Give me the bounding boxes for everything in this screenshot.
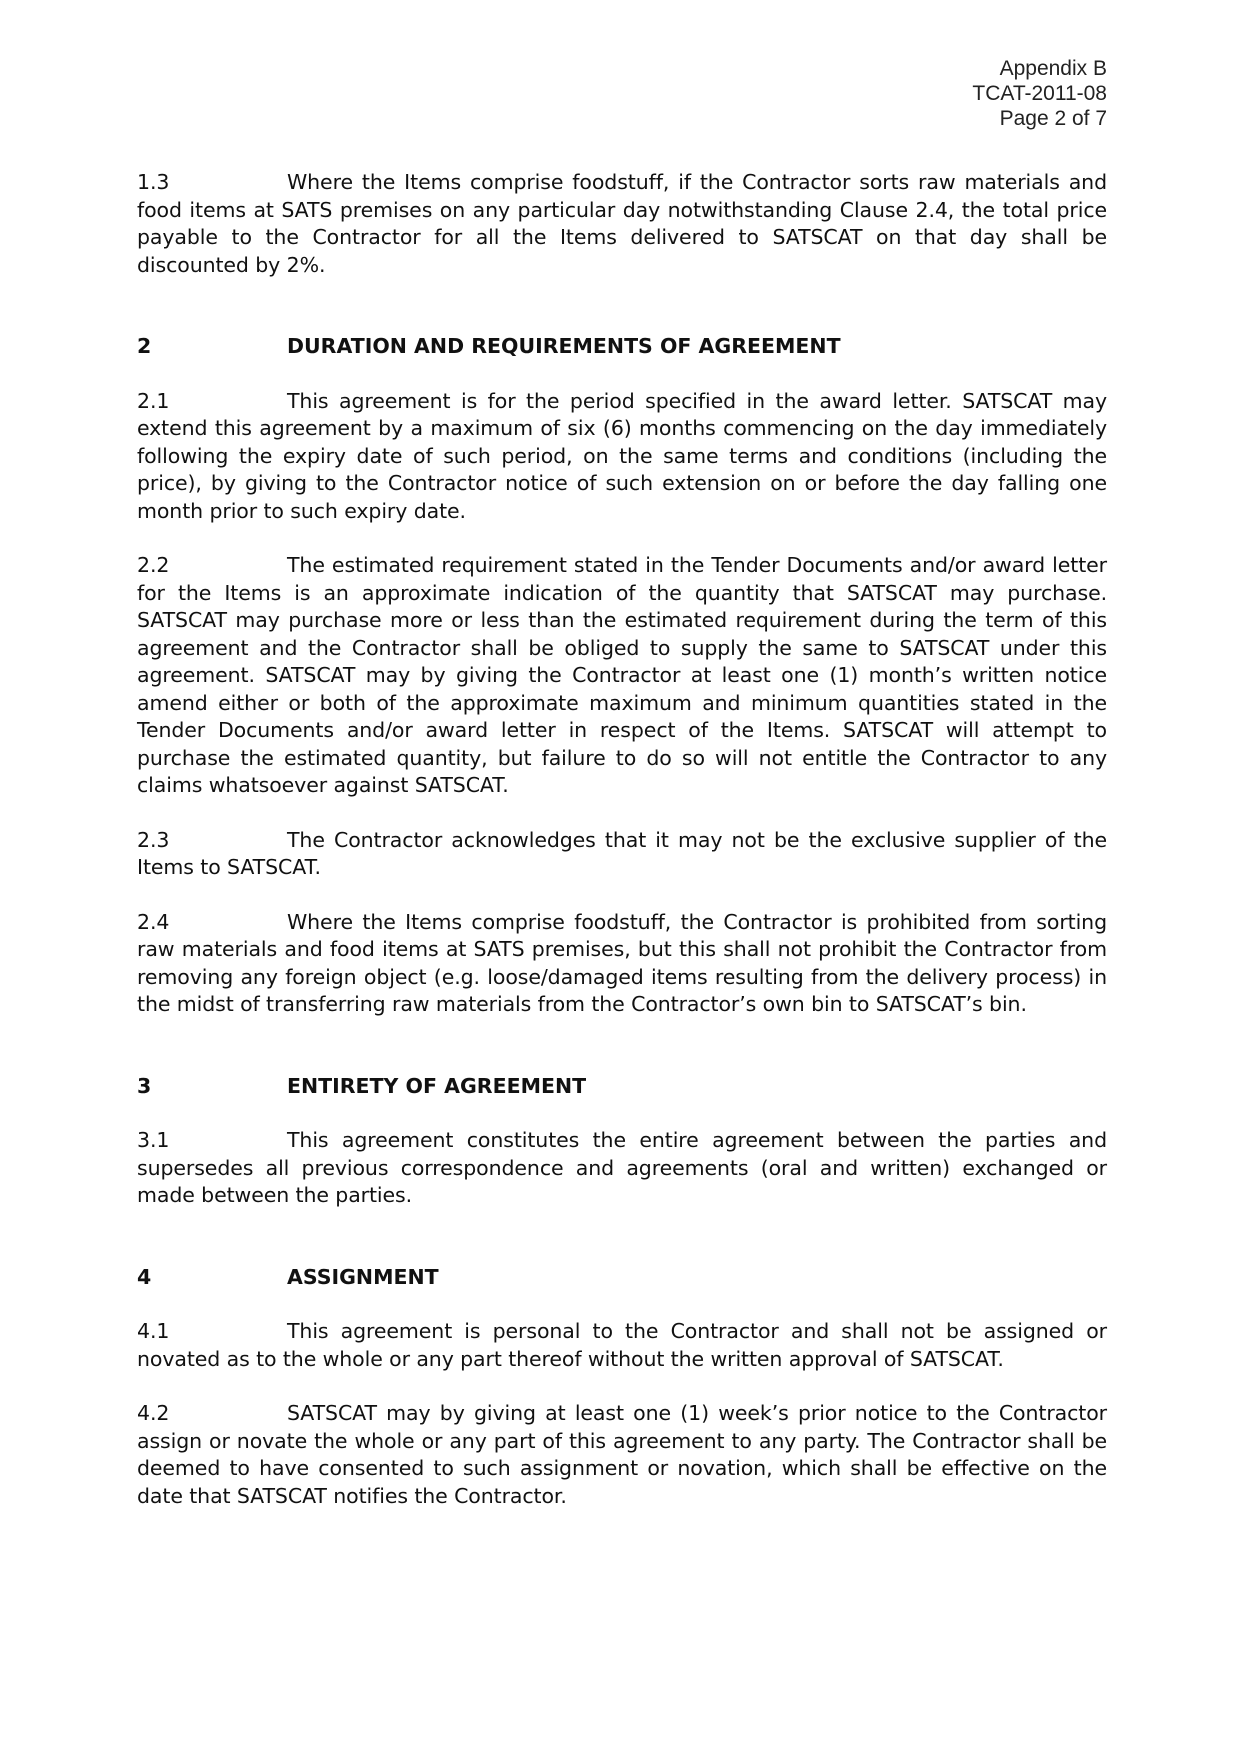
spacer <box>137 306 1107 333</box>
appendix-label: Appendix B <box>999 57 1107 80</box>
clause-text: This agreement constitutes the entire agreement between the parties and supersedes all previous correspondence and agreements (oral and written) exchanged or made between the parties. <box>137 1128 1107 1207</box>
clause-2-1 <box>137 388 1107 526</box>
clause-number: 3.1 <box>137 1128 170 1152</box>
clause-number: 2.3 <box>137 827 170 852</box>
clause-text: SATSCAT may by giving at least one (1) week’s prior notice to the Contractor assign or novate the whole or any part of this agreement to any party. The Contractor shall be deemed to have consented to such assignment or novation, which shall be effective on the date that SATSCAT notifies the Contractor. <box>137 1401 1107 1508</box>
clause-text: Where the Items comprise foodstuff, the Contractor is prohibited from sorting raw materials and food items at SATS premises, but this shall not prohibit the Contractor from removing any foreign object (e.g. loose/damaged items resulting from the delivery process) in the midst of transferring raw materials from the Contractor’s own bin to SATSCAT’s bin. <box>137 909 1107 1016</box>
page-number: Page 2 of 7 <box>999 107 1107 130</box>
clause-4-2 <box>137 1400 1107 1510</box>
clause-number: 2.1 <box>137 388 170 413</box>
clause-2-4 <box>137 909 1107 1019</box>
clause-text: The Contractor acknowledges that it may not be the exclusive supplier of the Items to SATSCAT. <box>137 827 1107 879</box>
section-title: DURATION AND REQUIREMENTS OF AGREEMENT <box>287 334 841 358</box>
section-title: ASSIGNMENT <box>287 1264 439 1289</box>
clause-text: This agreement is for the period specified in the award letter. SATSCAT may extend this agreement by a maximum of six (6) months commencing on the day immediately following the expiry date of such period, on the same terms and conditions (including the price), by giving to the Contractor notice of such extension on or before the day falling one month prior to such expiry date. <box>137 388 1107 523</box>
clause-text: This agreement is personal to the Contractor and shall not be assigned or novated as to the whole or any part thereof without the written approval of SATSCAT. <box>137 1319 1107 1371</box>
section-2-heading <box>137 333 1107 361</box>
spacer <box>137 1046 1107 1073</box>
section-title: ENTIRETY OF AGREEMENT <box>287 1073 587 1098</box>
clause-number: 4.1 <box>137 1319 170 1343</box>
clause-2-2 <box>137 552 1107 800</box>
page-header <box>137 56 1107 131</box>
section-number: 4 <box>137 1264 152 1289</box>
clause-number: 4.2 <box>137 1401 170 1425</box>
clause-1-3 <box>137 169 1107 279</box>
section-4-heading <box>137 1264 1107 1292</box>
clause-number: 1.3 <box>137 170 170 194</box>
clause-text: Where the Items comprise foodstuff, if the Contractor sorts raw materials and food items at SATS premises on any particular day notwithstanding Clause 2.4, the total price payable to the Contractor for all the Items delivered to SATSCAT on that day shall be discounted by 2%. <box>137 170 1107 277</box>
clause-number: 2.4 <box>137 909 170 934</box>
clause-2-3 <box>137 827 1107 882</box>
clause-text: The estimated requirement stated in the Tender Documents and/or award letter for the Items is an approximate indication of the quantity that SATSCAT may purchase. SATSCAT may purchase more or less than the estimated requirement during the term of this agreement and the Contractor shall be obliged to supply the same to SATSCAT under this agreement. SATSCAT may by giving the Contractor at least one (1) month’s written notice amend either or both of the approximate maximum and minimum quantities stated in the Tender Documents and/or award letter in respect of the Items. SATSCAT will attempt to purchase the estimated quantity, but failure to do so will not entitle the Contractor to any claims whatsoever against SATSCAT. <box>137 553 1107 797</box>
clause-4-1 <box>137 1318 1107 1373</box>
section-number: 2 <box>137 334 152 358</box>
section-number: 3 <box>137 1073 152 1098</box>
spacer <box>137 1237 1107 1264</box>
section-3-heading <box>137 1073 1107 1101</box>
clause-3-1 <box>137 1127 1107 1210</box>
document-reference: TCAT-2011-08 <box>972 82 1107 105</box>
clause-number: 2.2 <box>137 553 170 577</box>
document-page <box>137 56 1107 1537</box>
